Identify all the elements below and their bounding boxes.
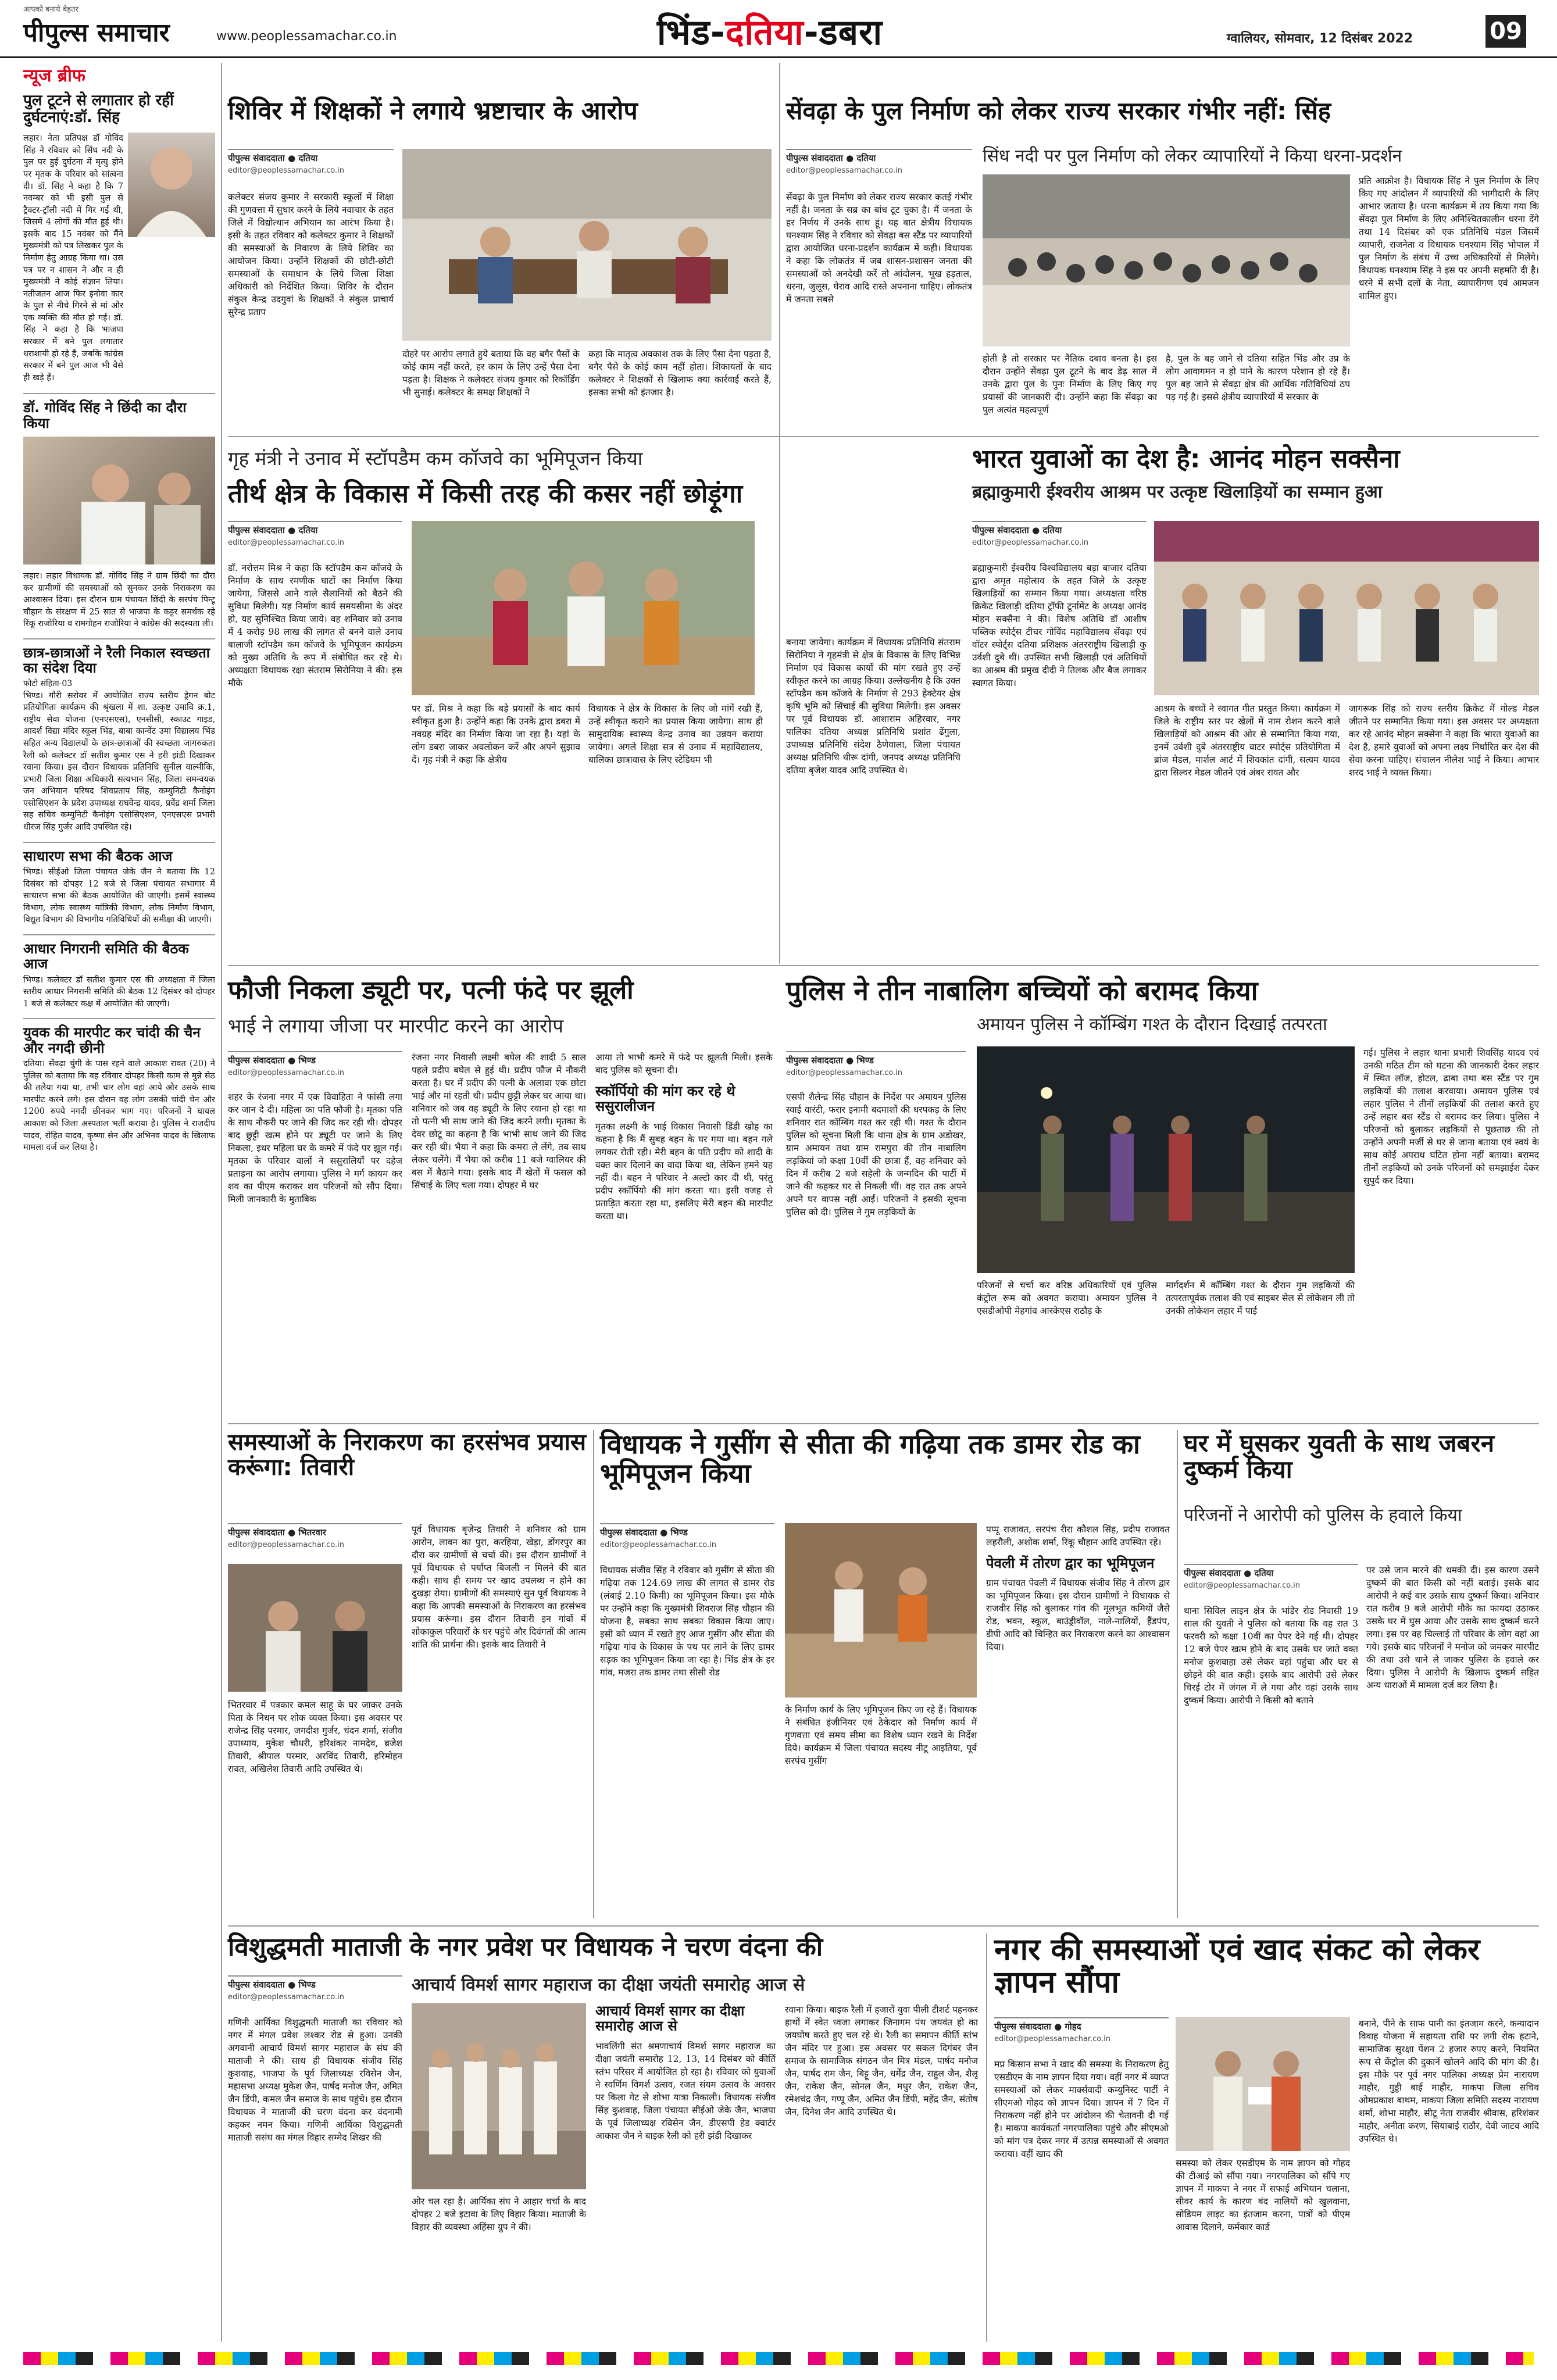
logo-tagline: आपको बनाये बेहतर xyxy=(23,5,78,14)
article-byline xyxy=(600,1523,774,1549)
article-subhead: ब्रह्माकुमारी ईश्वरीय आश्रम पर उत्कृष्ट खिलाड़ियों का सम्मान हुआ xyxy=(972,482,1383,502)
article-body: सेंवढ़ा के पुल निर्माण को लेकर राज्य सरकार कतई गंभीर नहीं है। जनता के सब्र का बांध टूट चुका है। मैं जनता के हर निर्णय में उनके साथ हूं। यह बात क्षेत्रीय विधायक घनश्याम सिंह ने रविवार को सेंवढ़ा बस स्टैंड पर व्यापारियों द्वारा आयोजित धरना-प्रदर्शन कार्यक्रम में कही। विधायक ने कहा कि लोकतंत्र में जब शासन-प्रशासन जनता की समस्याओं को अनदेखी करें तो आंदोलन, भूख हड़ताल, धरना, जुलूस, घेराव आदि रास्ते अपनाना चाहिए। लोकतंत्र में जनता सबसे xyxy=(786,192,972,305)
brief-text: दतिया। सेंवढ़ा चुंगी के पास रहने वाले आकाश रावत (20) ने पुलिस को बताया कि वह रविवार दोपहर किसी काम से मुन्ने सेठ की तलैया गया था, तभी चार लोग वहां आये और उसके साथ मारपीट करने लगे। इस दौरान वह लोग उसकी चांदी चेन और 1200 रुपये नगदी छीनकर भाग गए। परिजनों ने घायल आकाश को जिला अस्पताल भर्ती कराया है। पुलिस ने राजदीप यादव, रोहित यादव, कृष्णा सेन और अभिनव यादव के खिलाफ मामला दर्ज कर लिया है। xyxy=(23,1059,215,1153)
article-body: मप्र किसान सभा ने खाद की समस्या के निराकरण हेतु एसडीएम के नाम ज्ञापन दिया गया। वहीं नगर में व्याप्त समस्याओं को लेकर मार्क्सवादी कम्युनिस्ट पार्टी ने सीएमओ गोहद को ज्ञापन दिया। ज्ञापन में 7 दिन में निराकरण नहीं होने पर आंदोलन की चेतावनी दी गई है। माकपा कार्यकर्ता नगरपालिका पहुंचे और सीएमओ को मांग पत्र देकर नगर में उत्पन्न समस्याओं से अवगत कराया। वहीं खाद की xyxy=(994,2059,1169,2159)
article-headline: विधायक ने गुसींग से सीता की गढ़िया तक डामर रोड का भूमिपूजन किया xyxy=(600,1428,1140,1489)
byline-text: पीपुल्स संवाददाता ● दतिया xyxy=(228,153,318,163)
byline-email: editor@peoplessamachar.co.in xyxy=(786,1069,902,1077)
article-body: ब्रह्माकुमारी ईश्वरीय विश्वविद्यालय बड़ा बाजार दतिया द्वारा अमृत महोत्सव के तहत जिले के उत्कृष्ट खिलाड़ियों का सम्मान किया गया। अध्यक्षता वरिष्ठ क्रिकेट खिलाड़ी दतिया ट्रॉफी टूर्नामेंट के अध्यक्ष आनंद मोहन सक्सैना ने की। विशेष अतिथि डॉ आशीष पब्लिक स्पोर्ट्स टीचर गोविंद महाविद्यालय सेंवढ़ा एवं वॉटर स्पोर्ट्स दतिया प्रशिक्षक अंतरराष्ट्रीय खिलाड़ी कु उर्वशी दुबे थीं। उपस्थित सभी खिलाड़ी एवं अतिथियों का आश्रम की प्रमुख दीदी ने तिलक और बैज लगाकर स्वागत किया। xyxy=(972,563,1147,688)
article-photo xyxy=(977,1046,1355,1273)
masthead xyxy=(0,0,1557,58)
section-divider xyxy=(228,436,1539,437)
article-body: जागरूक सिंह को राज्य स्तरीय क्रिकेट में गोल्ड मेडल जीतने पर सम्मानित किया गया। इस अवसर पर अध्यक्षता कर रहे आनंद मोहन सक्सेना ने कहा कि भारत युवाओं का देश है, हमारे युवाओं को अपना लक्ष्य निर्धारित कर देश की सेवा करना चाहिए। संचालन नीलेश भाई ने किया। आभार शरद भाई ने व्यक्त किया। xyxy=(1349,703,1539,778)
brief-label: न्यूज ब्रीफ xyxy=(23,66,85,86)
brief-headline: छात्र-छात्राओं ने रैली निकाल स्वच्छता का संदेश दिया xyxy=(23,638,215,676)
article-headline: पुलिस ने तीन नाबालिग बच्चियों को बरामद किया xyxy=(786,975,1258,1006)
article-body: कहा कि मातृत्व अवकाश तक के लिए पैसा देना पड़ता है, बगैर पैसे के कोई काम नहीं होता। शिकायतों के बाद कलेक्टर ने शिक्षकों से खिलाफ क्या कार्रवाई करते हैं, इसका सभी को इंतजार है। xyxy=(588,349,772,398)
byline-text: पीपुल्स संवाददाता ● दतिया xyxy=(228,525,318,535)
edition-datia: दतिया xyxy=(725,12,804,53)
byline-text: पीपुल्स संवाददाता ● भिण्ड xyxy=(228,1979,316,1990)
article-body: गई। पुलिस ने लहार थाना प्रभारी शिवसिंह यादव एवं उनकी गठित टीम को घटना की जानकारी देकर लहार में स्थित लॉज, होटल, ढाबा तथा बस स्टैंड पर गुम लड़कियों की तलाश करवाया। अमायन पुलिस एवं लहार पुलिस ने तीनों लड़कियों की तलाश करते हुए उन्हें लहार बस स्टैंड से बरामद कर लिया। पुलिस ने परिजनों को बुलाकर लड़कियों से पूछताछ की तो उन्होंने अपनी मर्जी से घर से जाना बताया एवं स्वयं के साथ कोई अपराध घटित होना नहीं बताया। बरामद तीनों लड़कियों को उनके परिजनों को समझाईश देकर सुपुर्द कर दिया। xyxy=(1363,1048,1539,1186)
byline-text: पीपुल्स संवाददाता ● गोहद xyxy=(994,2021,1081,2032)
article-body: के निर्माण कार्य के लिए भूमिपूजन किए जा रहे हैं। विधायक ने संबंधित इंजीनियर एवं ठेकेदार को निर्माण कार्य में गुणवत्ता एवं समय सीमा का विशेष ध्यान रखने के निर्देश दिये। कार्यक्रम में जिला पंचायत सदस्य नीटू आइतिया, पूर्व सरपंच गुसींग xyxy=(785,1704,977,1766)
article-body: है, पुल के बह जाने से दतिया सहित भिंड और उप्र के लोग आवागमन न हो पाने के कारण परेशान हो रहे हैं। पुल बह जाने से सेंवढ़ा क्षेत्र की आर्थिक गतिविधियां ठप पड़ गई है। इससे क्षेत्रीय व्यापारियों में सरकार के xyxy=(1166,353,1350,402)
dateline: ग्वालियर, सोमवार, 12 दिसंबर 2022 xyxy=(1227,31,1413,46)
article-body: एसपी शैलेन्द्र सिंह चौहान के निर्देश पर अमायन पुलिस स्वाई वारंटी, फरार इनामी बदमाशों की धरपकड़ के लिए शनिवार रात कॉम्बिंग गश्त कर रही थी। गश्त के दौरान पुलिस को सूचना मिली कि थाना क्षेत्र के ग्राम अडोखर, ग्राम अमायन तथा ग्राम रामपुरा की तीन नाबालिग लड़कियां जो कक्षा 10वीं की छात्रा हैं, वह शनिवार को दिन में करीब 2 बजे सहेली के जन्मदिन की पार्टी में जाने की कहकर घर से निकली थीं। वह रात तक अपने अपने घर वापस नहीं आईं। परिजनों ने इसकी सूचना पुलिस को दी। पुलिस ने गुम लड़कियों के xyxy=(786,1092,966,1217)
article-headline: नगर की समस्याओं एवं खाद संकट को लेकर ज्ञापन सौंपा xyxy=(994,1932,1480,2000)
byline-email: editor@peoplessamachar.co.in xyxy=(972,538,1088,547)
page-number: 09 xyxy=(1485,15,1526,48)
article-subhead: आचार्य विमर्श सागर महाराज का दीक्षा जयंती समारोह आज से xyxy=(412,1975,805,1995)
article-subhead: परिजनों ने आरोपी को पुलिस के हवाले किया xyxy=(1184,1505,1462,1525)
section-divider xyxy=(228,1925,1539,1927)
article-body: गणिनी आर्यिका विशुद्धमती माताजी का रविवार को नगर में मंगल प्रवेश लश्कर रोड से हुआ। उनकी अगवानी आचार्य विमर्श सागर महाराज के संघ की माताजी ने की। साथ ही विधायक संजीव सिंह कुशवाह, भाजपा के पूर्व जिलाध्यक्ष रविसेन जैन, महासभा अध्यक्ष मुकेश जैन, पार्षद मनोज जैन, अमित जैन डिंपी, कमल जैन समाज के साथ पहुंचे। इस दौरान विधायक ने माताजी की चरण वंदना कर वंदनामी कहकर नमन किया। गणिनी आर्यिका विशुद्धमती माताजी ससंघ का मंगल विहार सम्मेद शिखर की xyxy=(228,2017,402,2143)
column-divider xyxy=(1177,1430,1178,1918)
article-body: पूर्व विधायक बृजेन्द्र तिवारी ने शनिवार को ग्राम आरोन, लावन का पुरा, करहिया, खेड़ा, डोंगरपुर का दौरा कर ग्रामीणों से चर्चा की। इस दौरान ग्रामीणों ने पूर्व विधायक से पर्याप्त बिजली न मिलने की बात कही। साथ ही समय पर खाद उपलब्ध न होने का दुखड़ा रोया। ग्रामीणों की समस्याएं सुन पूर्व विधायक ने कहा कि आपकी समस्याओं के निराकरण का हरसंभव प्रयास करूंगा। इस दौरान तिवारी इन गांवों में शोकाकुल परिवारों के घर पहुंचे और दिवंगतों की आत्म शांति की प्रार्थना की। इसके बाद तिवारी ने xyxy=(412,1524,586,1650)
brief-headline: आधार निगरानी समिति की बैठक आज xyxy=(23,934,215,972)
article-byline xyxy=(786,1051,966,1077)
edition-title xyxy=(657,7,883,55)
article-photo xyxy=(228,1564,402,1692)
brief-photo-credit: फोटो संहिता-03 xyxy=(23,678,73,688)
edition-bhind: भिंड- xyxy=(657,12,726,53)
article-body: कलेक्टर संजय कुमार ने सरकारी स्कूलों में शिक्षा की गुणवत्ता में सुधार करने के लिये नवाचार के तहत जिले में विद्योत्थान अभियान का आरंभ किया है। इसी के तहत रविवार को कलेक्टर कुमार ने शिक्षकों की समस्याओं के निवारण के लिये शिविर का आयोजन किया। उन्होंने शिक्षकों की छोटी-छोटी समस्याओं के समाधान के लिये जिला शिक्षा अधिकारी को निर्देशित किया। शिविर के दौरान संकुल केन्द्र उदगुवां के शिक्षकों ने संकुल प्राचार्य सुरेन्द्र प्रताप xyxy=(228,192,394,317)
article-photo xyxy=(402,149,772,341)
byline-text: पीपुल्स संवाददाता ● दतिया xyxy=(1184,1568,1274,1578)
byline-email: editor@peoplessamachar.co.in xyxy=(228,538,344,547)
logo: पीपुल्स समाचार xyxy=(23,18,170,48)
column-divider xyxy=(593,1430,594,1918)
brief-headline: डॉ. गोविंद सिंह ने छिंदी का दौरा किया xyxy=(23,393,215,431)
article-column xyxy=(595,1051,773,1416)
article-body: बनाने, पीने के साफ पानी का इंतजाम करने, कन्यादान विवाह योजना में सहायता राशि पर लगी रोक हटाने, सामाजिक सुरक्षा पेंशन 2 हजार रुपए करने, नियमित रूप से केंट्रोल की दुकानें खोलने आदि की मांग की है। इस मौके पर पूर्व नगर पालिका अध्यक्ष प्रेम नारायण माहौर, गुड्डी बाई माहौर, माकपा जिला सचिव ओमप्रकाश बाथम, माकपा जिला समिति सदस्य नारायण शर्मा, शोभा माहौर, सीटू नेता राजवीर श्रीवास, हरिशंकर माहौर, अनीता करण, सियाबाई राठौर, देवी जाटव आदि उपस्थित थे। xyxy=(1359,2018,1539,2144)
article-body: परिजनों से चर्चा कर वरिष्ठ अधिकारियों एवं पुलिस कंट्रोल रूम को अवगत कराया। अमायन पुलिस ने एसडीओपी मेहगांव आरकेएस राठौड़ के xyxy=(977,1280,1157,1316)
section-divider xyxy=(228,965,1539,966)
article-photo xyxy=(412,2003,586,2189)
article-headline: सेंवढ़ा के पुल निर्माण को लेकर राज्य सरकार गंभीर नहीं: सिंह xyxy=(786,97,1331,125)
article-headline: घर में घुसकर युवती के साथ जबरन दुष्कर्म किया xyxy=(1184,1429,1495,1484)
news-brief-column xyxy=(23,63,215,2342)
article-photo xyxy=(1176,2017,1350,2151)
article-body: पर डॉ. मिश्र ने कहा कि बड़े प्रयासों के बाद कार्य स्वीकृत हुआ है। उन्होंने कहा कि उनके द्वारा डबरा में नवग्रह मंदिर का निर्माण किया जा रहा है। यहां के लोग डबरा जाकर अवलोकन करें और अपने सुझाव दें। गृह मंत्री ने कहा कि क्षेत्रीय xyxy=(412,703,580,765)
article-body: बनाया जायेगा। कार्यक्रम में विधायक प्रतिनिधि संतराम सिरोनिया ने गृहमंत्री से क्षेत्र के विकास के लिए विभिन्न निर्माण एवं विकास कार्यों की मांग रखते हुए उन्हें स्वीकृत करने का आग्रह किया। उल्लेखनीय है कि उक्त स्टॉपडैम कम कॉजवे के निर्माण से 293 हेक्टेयर क्षेत्र कृषि भूमि को सिंचाई की सुविधा मिलेगी। इस अवसर पर पूर्व विधायक डॉ. आशाराम अहिरवार, नगर पालिका दतिया अध्यक्ष प्रतिनिधि प्रशांत ढेंगुला, उपाध्यक्ष प्रतिनिधि संदेश ठैणेवाला, जिला पंचायत अध्यक्ष प्रतिनिधि धीरू दांगी, जनपद अध्यक्ष प्रतिनिधि दतिया बृजेश यादव आदि उपस्थित थे। xyxy=(786,637,960,776)
article-body: मृतका लक्ष्मी के भाई विकास निवासी डिंडी खोह का कहना है कि मैं सुबह बहन के घर गया था। बहन गले लगकर रोती रही। मेरी बहन के पति प्रदीप को शादी के वक्त कार दिलाने का वादा किया था, लेकिन हमने यह नहीं दी। बहन ने परिवार ने अल्टो कार दी थी, परंतु प्रदीप स्कॉर्पियो की मांग करता था। इसी वजह से प्रताड़ित करता रहा था, इसलिए मेरी बहन की मारपीट करता था। xyxy=(595,1121,773,1221)
byline-email: editor@peoplessamachar.co.in xyxy=(600,1541,716,1549)
edition-dabra: -डबरा xyxy=(804,12,883,53)
article-body: पर उसे जान मारने की धमकी दी। इस कारण उसने दुष्कर्म की बात किसी को नहीं बताई। इसके बाद आरोपी ने कई बार उसके साथ दुष्कर्म किया। शनिवार रात करीब 9 बजे आरोपी मौके का फायदा उठाकर उसके घर में घुस आया और उसके साथ दुष्कर्म करने लगा। इस पर वह चिल्लाई तो परिवार के लोग वहां आ गये। इसके बाद परिजनों ने मनोज को जमकर मारपीट की तथा उसे थाने ले जाकर पुलिस के हवाले कर दिया। पुलिस ने आरोपी के खिलाफ दुष्कर्म सहित अन्य धाराओं में मामला दर्ज कर लिया है। xyxy=(1366,1565,1539,1691)
column-divider xyxy=(779,63,780,964)
article-photo xyxy=(785,1523,977,1698)
brief-photo xyxy=(128,133,215,237)
column-divider xyxy=(221,63,222,2342)
article-body: प्रति आक्रोश है। विधायक सिंह ने पुल निर्माण के लिए किए गए आंदोलन में व्यापारियों की भागीदारी के लिए आभार जताया है। धरना कार्यक्रम में तय किया गया कि सेंवढ़ा पुल निर्माण के लिए अनिश्चितकालीन धरना देंगे तथा 14 दिसंबर को एक प्रतिनिधि मंडल जिसमें व्यापारी, राजनेता व विधायक घनश्याम सिंह भोपाल में पुल निर्माण के संबंध में उच्च अधिकारियों से मिलेंगे। विधायक घनश्याम सिंह ने इस पर अपनी सहमति दी है। धरने में सभी दलों के नेता, व्यापारीगण एवं आमजन शामिल हुए। xyxy=(1359,176,1539,301)
article-subhead: स्कॉर्पियो की मांग कर रहे थे ससुरालीजन xyxy=(595,1083,735,1115)
article-body: ओर चल रहा है। आर्यिका संघ ने आहार चर्चा के बाद दोपहर 2 बजे इटावा के लिए विहार किया। माताजी के विहार की व्यवस्था अहिंसा ग्रुप ने की। xyxy=(412,2196,586,2232)
article-body: समस्या को लेकर एसडीएम के नाम ज्ञापन को गोहद की टीआई को सौंपा गया। नगरपालिका को सौंपे गए ज्ञापन में माकपा ने नगर में सफाई अभियान चलाना, सीवर कार्य के कारण बंद नालियों को खुलवाना, सोडियम लाइट का इंतजाम करना, पात्रों को पीएम आवास दिलाने, कर्मकार कार्ड xyxy=(1176,2158,1350,2232)
article-byline xyxy=(1184,1564,1358,1590)
column-divider xyxy=(986,1934,987,2342)
article-body: थाना सिविल लाइन क्षेत्र के भांडेर रोड निवासी 19 साल की युवती ने पुलिस को बताया कि वह रात 3 फरवरी को कक्षा 10वीं का पेपर देने गई थी। दोपहर 12 बजे पेपर खत्म होने के बाद उसके घर जाते वक्त मनोज कुशवाहा उसे लेकर वहां पहुंचा और घर से छोड़ने की बात कही। इसके बाद आरोपी उसे लेकर चिरई टोर में जंगल में ले गया और वहां उसके साथ दुष्कर्म किया। आरोपी ने किसी को बताने xyxy=(1184,1606,1358,1706)
brief-text: भिण्ड। सीईओ जिला पंचायत जेके जैन ने बताया कि 12 दिसंबर को दोपहर 12 बजे से जिला पंचायत सभागार में साधारण सभा की बैठक आयोजित की जाएगी। इसमें स्वास्थ्य विभाग, लोक स्वास्थ्य यांत्रिकी विभाग, लोक निर्माण विभाग, विद्युत विभाग की विभागीय गतिविधियों की समीक्षा की जाएगी। xyxy=(23,867,215,925)
byline-email: editor@peoplessamachar.co.in xyxy=(786,166,902,175)
article-photo xyxy=(983,174,1350,346)
byline-text: पीपुल्स संवाददाता ● भिण्ड xyxy=(228,1055,316,1066)
article-subhead: सिंध नदी पर पुल निर्माण को लेकर व्यापारियों ने किया धरना-प्रदर्शन xyxy=(983,146,1402,166)
byline-text: पीपुल्स संवाददाता ● भिण्ड xyxy=(786,1055,874,1066)
article-subhead: भाई ने लगाया जीजा पर मारपीट करने का आरोप xyxy=(228,1014,563,1037)
article-subhead: पेवली में तोरण द्वार का भूमिपूजन xyxy=(986,1555,1155,1571)
article-body: होती है तो सरकार पर नैतिक दबाव बनता है। इस दौरान उन्होंने सेंवढ़ा पुल टूटने के बाद डेढ़ साल में उनके द्वारा पुल के पुनः निर्माण के लिए किए गए प्रयासों की जानकारी दी। उन्होंने कहा कि सेंवढ़ा का पुल अत्यंत महत्वपूर्ण xyxy=(983,353,1157,415)
article-byline xyxy=(228,521,402,547)
article-headline: समस्याओं के निराकरण का हरसंभव प्रयास करूंगा: तिवारी xyxy=(228,1429,587,1481)
brief-text: लहार। लहार विधायक डॉ. गोविंद सिंह ने ग्राम छिंदी का दौरा कर ग्रामीणों की समस्याओं को सुनकर उनके निराकरण का आश्वासन दिया। इस दौरान ग्राम पंचायत छिंदी के सरपंच पिन्टू चौहान के संरक्षण में 25 सात से भाजपा के कट्टर समर्थक रहे रिंकू राजोरिया व रामगोहन राजोरिया ने कांग्रेस की सदस्यता ली। xyxy=(23,571,215,629)
article-headline: फौजी निकला ड्यूटी पर, पत्नी फंदे पर झूली xyxy=(228,975,634,1005)
article-body: विधायक ने क्षेत्र के विकास के लिए जो मांगें रखी हैं, उन्हें स्वीकृत कराने का प्रयास किया जायेगा। साथ ही सामुदायिक स्वास्थ्य केन्द्र उनाव का उन्नयन कराया जायेगा। अगले शिक्षा सत्र से उनाव में महाविद्यालय, बालिका छात्रावास के लिए स्टेडियम भी xyxy=(588,703,763,765)
brief-text: भिण्ड। गौरी सरोवर में आयोजित राज्य स्तरीय ड्रेगन बोट प्रतियोगिता कार्यक्रम की श्रृंखला में शा. उत्कृष्ट उमावि क्र.1, राष्ट्रीय सेवा योजना (एनएसएस), एनसीसी, स्काउट गाइड, आदर्श विद्या मंदिर स्कूल भिंड, बाबा कान्वेंट उमा विद्यालय भिंड सहित अन्य विद्यालयों के छात्र-छात्राओं की स्वच्छता जागरुकता रैली को कलेक्टर डॉ सतीश कुमार एस ने हरी झंडी दिखाकर रवाना किया। इस दौरान विधायक प्रतिनिधि सुनील वाल्मीकि, प्रभारी जिला शिक्षा अधिकारी सत्यभान सिंह, जिला समन्वयक जन अभियान परिषद शिवप्रताप सिंह, कम्युनिटी कैनोइंग एसोसिएशन के प्रदेश उपाध्यक्ष राघवेन्द्र यादव, प्रवेंद्र शर्मा जिला सह सचिव कम्युनिटी कैनोइंग एसोसिएशन, एनएसएस प्रभारी धीरज सिंह गुर्जर आदि उपस्थित रहे। xyxy=(23,691,215,832)
brief-photo xyxy=(23,437,215,564)
article-body: आया तो भाभी कमरे में फंदे पर झूलती मिली। इसके बाद पुलिस को सूचना दी। xyxy=(595,1052,773,1075)
article-body: रंजना नगर निवासी लक्ष्मी बघेल की शादी 5 साल पहले प्रदीप बघेल से हुई थी। प्रदीप फौज में नौकरी करता है। घर में प्रदीप की पत्नी के अलावा एक छोटा भाई और मां रहती थी। प्रदीप छुट्टी लेकर घर आया था। शनिवार को जब वह ड्यूटी के लिए रवाना हो रहा था तो पत्नी भी साथ जाने की जिद करने लगी। मृतका के देवर छोटू का कहना है कि भाभी साथ जाने की जिद कर रही थी। भैया ने कहा कि कमरा ले लेंगे, तब साथ लेकर चलेंगे। मैं भैया को करीब 11 बजे ग्वालियर की बस में बैठाने गया। इसके बाद मैं खेतों में फसल को सिंचाई के लिए चला गया। दोपहर में घर xyxy=(412,1052,586,1191)
article-byline xyxy=(228,1975,402,2002)
article-column xyxy=(986,1523,1170,1918)
byline-email: editor@peoplessamachar.co.in xyxy=(228,1993,344,2002)
article-headline: भारत युवाओं का देश है: आनंद मोहन सक्सैना xyxy=(972,444,1400,474)
website-link[interactable]: www.peoplessamachar.co.in xyxy=(216,29,397,44)
brief-headline: युवक की मारपीट कर चांदी की चैन और नगदी छीनी xyxy=(23,1018,215,1056)
byline-email: editor@peoplessamachar.co.in xyxy=(228,1069,344,1077)
byline-text: पीपुल्स संवाददाता ● भितरवार xyxy=(228,1527,326,1538)
byline-text: पीपुल्स संवाददाता ● भिण्ड xyxy=(600,1527,688,1538)
article-headline: तीर्थ क्षेत्र के विकास में किसी तरह की कसर नहीं छोड़ूंगा xyxy=(228,479,743,509)
article-body: दोहरे पर आरोप लगाते हुये बताया कि वह बगैर पैसों के कोई काम नहीं करते, हर काम के लिए उन्हें पैसा देना पड़ता है। शिक्षक ने कलेक्टर संजय कुमार को रिकॉर्डिंग भी सुनाई। कलेक्टर के समक्ष शिक्षकों ने xyxy=(402,349,580,398)
article-body: डॉ. नरोत्तम मिश्र ने कहा कि स्टॉपडैम कम कॉजवे के निर्माण के साथ रमणीक घाटों का निर्माण किया जायेगा, जिससे आने वाले सैलानियों को बैठने की सुविधा मिलेगी। यह निर्माण कार्य समयसीमा के अंदर हो, यह सुनिश्चित किया जाये। वह शनिवार को उनाव में 4 करोड़ 98 लाख की लागत से बनने वाले उनाव बालाजी स्टॉपडैम कम कॉजवे के भूमिपूजन कार्यक्रम को मुख्य अतिथि के रूप में संबोधित कर रहे थे। अध्यक्षता विधायक रक्षा संतराम सिरोनिया ने की। इस मौके xyxy=(228,563,402,688)
article-body: शहर के रंजना नगर में एक विवाहिता ने फांसी लगा कर जान दे दी। महिला का पति फौजी है। मृतका पति के साथ नौकरी पर जाने की जिद कर रही थी। दोपहर बाद छुट्टी खत्म होने पर ड्यूटी पर जाने के लिए निकला, इधर महिला घर के कमरे में फंदे पर झूल गई। मृतका के परिवार वालों ने ससुरालियों पर दहेज प्रताड़ना का आरोप लगाया। पुलिस ने मर्ग कायम कर शव का पीएम कराकर शव परिजनों को सौंप दिया। मिली जानकारी के मुताबिक xyxy=(228,1092,402,1205)
article-byline xyxy=(972,521,1147,547)
brief-headline: पुल टूटने से लगातार हो रहीं दुर्घटनाएं:डॉ. सिंह xyxy=(23,92,174,126)
byline-text: पीपुल्स संवाददाता ● दतिया xyxy=(972,525,1062,535)
article-headline: विशुद्धमती माताजी के नगर प्रवेश पर विधायक ने चरण वंदना की xyxy=(228,1932,823,1962)
byline-email: editor@peoplessamachar.co.in xyxy=(228,166,344,175)
article-column xyxy=(595,2003,776,2342)
article-byline xyxy=(228,1051,402,1077)
brief-text: भिण्ड। कलेक्टर डॉ सतीश कुमार एस की अध्यक्षता में जिला स्तरीय आधार निगरानी समिति की बैठक 12 दिसंबर को दोपहर 1 बजे से कलेक्टर कक्ष में आयोजित की जाएगी। xyxy=(23,975,215,1009)
brief-headline: साधारण सभा की बैठक आज xyxy=(23,842,215,864)
article-byline xyxy=(786,149,972,175)
print-registration-bar xyxy=(23,2352,1534,2365)
article-byline xyxy=(228,149,394,175)
byline-text: पीपुल्स संवाददाता ● दतिया xyxy=(786,153,876,163)
article-body: पप्पू राजावत, सरपंच रीरा कौशल सिंह, प्रदीप राजावत लहरौली, अशोक शर्मा, रिंकू चौहान आदि उपस्थित रहे। xyxy=(986,1524,1170,1548)
article-subhead: अमायन पुलिस ने कॉम्बिंग गश्त के दौरान दिखाई तत्परता xyxy=(977,1014,1327,1035)
byline-email: editor@peoplessamachar.co.in xyxy=(1184,1581,1300,1590)
article-body: विधायक संजीव सिंह ने रविवार को गुसींग से सीता की गढ़िया तक 124.69 लाख की लागत से डामर रोड (लंबाई 2.10 किमी) का भूमिपूजन किया। इस मौके पर उन्होंने कहा कि मुख्यमंत्री शिवराज सिंह चौहान की योजना है, सबका साथ सबका विकास किया जाए। इसी को ध्यान में रखते हुए आज गुसींग और सीता की गढ़िया गांव के विकास के पथ पर लाने के लिए डामर सड़क का भूमिपूजन किया जा रहा है। भिंड क्षेत्र के हर गांव, मजरा तक डामर तथा सीसी रोड xyxy=(600,1565,774,1678)
brief-text: लहार। नेता प्रतिपक्ष डॉ गोविंद सिंह ने रविवार को सिंध नदी के पुल पर हुई दुर्घटना में मृत्यु होने पर मृतक के परिवार को सांत्वना दी। डॉ. सिंह ने कहा है कि 7 नवम्बर को भी इसी पुल से ट्रैक्टर-ट्रॉली नदी में गिर गई थी, जिसमें 4 लोगों की मौत हुई थी। इसके बाद 15 नवंबर को मैंने मुख्यमंत्री को पत्र लिखकर पुल के निर्माण हेतु आग्रह किया था। उस पत्र पर न शासन ने और न ही मुख्यमंत्री ने कोई संज्ञान लिया। नतीजतन आज फिर इनोवा कार के पुल से नीचे गिरने से मां और एक व्यक्ति की मौत हो गई। डॉ. सिंह ने कहा है कि भाजपा सरकार में बने पुल लगातार धराशायी हो रहे हैं, जबकि कांग्रेस सरकार में बने पुल आज भी वैसे ही खड़े हैं। xyxy=(23,134,123,383)
article-headline: शिविर में शिक्षकों ने लगाये भ्रष्टाचार के आरोप xyxy=(228,97,638,126)
article-kicker: गृह मंत्री ने उनाव में स्टॉपडैम कम कॉजवे का भूमिपूजन किया xyxy=(228,447,643,470)
article-body: ग्राम पंचायत पेवली में विधायक संजीव सिंह ने तोरण द्वार का भूमिपूजन किया। इस दौरान ग्रामीणों ने विधायक से राजवीर सिंह को बुलाकर गांव की मूलभूत कमियों जैसे रोड, भवन, स्कूल, बाउंड्रीवॉल, नाले-नालियों, हैंडपंप, डीपी आदि को चिन्हित कर निराकरण करने का आश्वासन दिया। xyxy=(986,1578,1170,1653)
byline-email: editor@peoplessamachar.co.in xyxy=(228,1541,344,1549)
article-photo xyxy=(412,521,755,695)
section-divider xyxy=(228,1423,1539,1424)
article-body: आश्रम के बच्चों ने स्वागत गीत प्रस्तुत किया। कार्यक्रम में जिले के राष्ट्रीय स्तर पर खेलों में नाम रोशन करने वाले खिलाड़ियों को आश्रम की ओर से सम्मानित किया गया, इनमें उर्वशी दुबे अंतरराष्ट्रीय वाटर स्पोर्ट्स प्रतियोगिता में ब्रांज मेडल, मार्शल आर्ट में शिवकांत दांगी, सत्यम यादव द्वारा सिल्वर मेडल जीतने एवं अंबर रावत और xyxy=(1154,703,1340,778)
article-body: भावलिंगी संत श्रमणाचार्य विमर्श सागर महाराज का दीक्षा जयंती समारोह 12, 13, 14 दिसंबर को कीर्ति स्तंभ परिसर में आयोजित हो रहा है। रविवार को युवाओं ने स्वर्णिम विमर्श उत्सव, रजत संयम उत्सव के अवसर पर किला गेट से शोभा यात्रा निकाली। विधायक संजीव सिंह कुशवाह, जिला पंचायत सीईओ जेके जैन, भाजपा के पूर्व जिलाध्यक्ष रविसेन जैन, डीएसपी हेड क्वार्टर आकाश जैन ने बाइक रैली को हरी झंडी दिखाकर xyxy=(595,2040,776,2141)
article-byline xyxy=(994,2017,1169,2043)
article-body: भितरवार में पत्रकार कमल साहू के घर जाकर उनके पिता के निधन पर शोक व्यक्त किया। इस अवसर पर राजेन्द्र सिंह परमार, जगदीश गुर्जर, चंदन शर्मा, संजीव उपाध्याय, मुकेश चौधरी, हरिशंकर नामदेव, ब्रजेश तिवारी, श्रीपाल परमार, अरविंद तिवारी, हरिमोहन रावत, अखिलेश तिवारी आदि उपस्थित थे। xyxy=(228,1700,402,1774)
article-photo xyxy=(1154,521,1539,695)
article-body: मार्गदर्शन में कॉम्बिंग गश्त के दौरान गुम लड़कियों की तत्परतापूर्वक तलाश की एवं साइबर सेल से लोकेशन ली तो उनकी लोकेशन लहार में पाई xyxy=(1166,1280,1355,1316)
article-body: रवाना किया। बाइक रैली में हजारों युवा पीली टीशर्ट पहनकर हाथों में स्वेत ध्वजा लगाकर जिनागम पंथ जयवंत हो का जयघोष करते हुए चल रहे थे। रैली का समापन कीर्ति स्तंभ जैन मंदिर पर हुआ। इस अवसर पर सकल दिगंबर जैन समाज के सामाजिक संगठन जैन मित्र मंडल, पार्षद मनोज जैन, पार्षद राम जैन, बिट्टू जैन, धर्मेंद्र जैन, राहुल जैन, शैलू जैन, राकेश जैन, सोनल जैन, मधुर जैन, राकेश जैन, रमेशचंद्र जैन, गप्पू जैन, अमित जैन डिंपी, महेंद्र जैन, संतोष जैन, दिनेश जैन आदि उपस्थित थे। xyxy=(785,2004,978,2117)
byline-email: editor@peoplessamachar.co.in xyxy=(994,2035,1110,2043)
article-subhead: आचार्य विमर्श सागर का दीक्षा समारोह आज से xyxy=(595,2003,745,2035)
article-byline xyxy=(228,1523,402,1549)
